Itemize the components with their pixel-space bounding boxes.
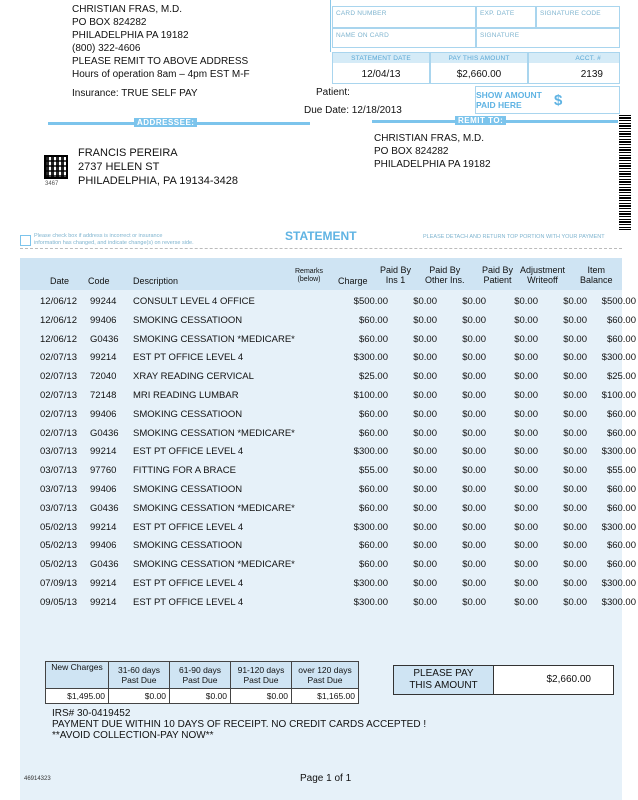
table-row [20, 349, 636, 368]
table-row [20, 387, 636, 406]
cell-patient: $0.00 [514, 465, 538, 477]
cell-ins1: $0.00 [413, 371, 437, 383]
cell-adj: $0.00 [563, 446, 587, 458]
aging-header-31-60-line2: Past Due [121, 675, 157, 685]
card-number-label: CARD NUMBER [336, 10, 387, 17]
cell-patient: $0.00 [514, 333, 538, 345]
col-charge: Charge [338, 276, 368, 286]
please-pay-amount: $2,660.00 [546, 674, 591, 685]
acct-label: ACCT. # [575, 55, 601, 62]
col-paid-patient [482, 265, 513, 285]
col-paid-patient-line2: Patient [483, 275, 512, 285]
cell-date: 05/02/13 [40, 559, 77, 571]
cell-balance: $300.00 [601, 578, 636, 589]
qr-code-icon [44, 155, 68, 179]
cell-ins1: $0.00 [413, 333, 437, 345]
remit-address1: PO BOX 824282 [374, 146, 449, 157]
please-pay-line2: THIS AMOUNT [409, 680, 478, 691]
cell-code: G0436 [90, 502, 119, 514]
cell-adj: $0.00 [563, 333, 587, 345]
col-date: Date [50, 276, 70, 286]
cell-other: $0.00 [462, 559, 486, 571]
cell-ins1: $0.00 [413, 427, 437, 439]
table-row [20, 368, 636, 387]
col-item-balance [580, 265, 613, 285]
dollar-sign: $ [554, 92, 563, 109]
card-number-field[interactable] [332, 6, 476, 28]
cell-other: $0.00 [462, 484, 486, 495]
cell-ins1: $0.00 [413, 521, 437, 533]
cell-patient: $0.00 [514, 596, 538, 608]
cell-date: 05/02/13 [40, 540, 77, 552]
cell-balance: $300.00 [601, 596, 636, 608]
remit-address2: PHILADELPHIA PA 19182 [374, 159, 491, 170]
cell-ins1: $0.00 [413, 465, 437, 477]
cell-adj: $0.00 [563, 502, 587, 514]
cell-balance: $60.00 [606, 427, 636, 439]
provider-address2: PHILADELPHIA PA 19182 [72, 30, 189, 41]
due-date: Due Date: 12/18/2013 [304, 105, 402, 116]
col-adjustment-line1: Adjustment [520, 265, 566, 275]
document-id: 46914323 [24, 776, 51, 782]
cell-code: G0436 [90, 559, 119, 571]
cell-desc: SMOKING CESSATION *MEDICARE* [133, 502, 295, 514]
cell-balance: $300.00 [601, 352, 636, 364]
cell-desc: SMOKING CESSATION *MEDICARE* [133, 427, 295, 439]
cell-code: 99214 [90, 446, 117, 458]
cell-code: G0436 [90, 427, 119, 439]
cell-ins1: $0.00 [413, 559, 437, 571]
col-item-balance-line2: Balance [580, 275, 613, 285]
cell-charge: $60.00 [358, 333, 388, 345]
cell-code: 99406 [90, 540, 117, 552]
cell-adj: $0.00 [563, 578, 587, 589]
cell-charge: $25.00 [358, 371, 388, 383]
col-adjustment-line2: Writeoff [527, 275, 558, 285]
exp-date-label: EXP. DATE [480, 10, 515, 17]
cell-desc: MRI READING LUMBAR [133, 390, 239, 401]
cell-ins1: $0.00 [413, 296, 437, 307]
cell-date: 09/05/13 [40, 596, 77, 608]
cell-desc: SMOKING CESSATIOON [133, 314, 243, 326]
col-remarks-line2: (below) [297, 276, 321, 283]
cell-patient: $0.00 [514, 408, 538, 420]
cell-balance: $60.00 [606, 502, 636, 514]
cell-code: 72040 [90, 371, 117, 383]
insurance-line: Insurance: TRUE SELF PAY [72, 88, 198, 99]
amount-paid-field[interactable] [475, 86, 620, 114]
cell-date: 02/07/13 [40, 408, 77, 420]
cell-desc: CONSULT LEVEL 4 OFFICE [133, 296, 255, 307]
cell-other: $0.00 [462, 521, 486, 533]
cell-charge: $60.00 [358, 540, 388, 552]
cell-charge: $55.00 [358, 465, 388, 477]
table-row [20, 575, 636, 594]
acct-value: 2139 [580, 69, 603, 80]
statement-table-header [20, 258, 622, 290]
addressee-name: FRANCIS PEREIRA [78, 147, 178, 159]
col-paid-ins1-line2: Ins 1 [385, 275, 406, 285]
aging-header-new-line1: New Charges [51, 662, 103, 672]
cell-other: $0.00 [462, 390, 486, 401]
cell-date: 02/07/13 [40, 427, 77, 439]
cell-date: 12/06/12 [40, 296, 77, 307]
cell-code: 99406 [90, 314, 117, 326]
provider-phone: (800) 322-4606 [72, 43, 141, 54]
cell-date: 02/07/13 [40, 390, 77, 401]
name-on-card-field[interactable] [332, 28, 476, 48]
cell-ins1: $0.00 [413, 596, 437, 608]
col-paid-other [425, 265, 465, 285]
avoid-collection-note: **AVOID COLLECTION-PAY NOW** [52, 730, 214, 741]
cell-other: $0.00 [462, 296, 486, 307]
show-amount-paid-line2: PAID HERE [476, 100, 522, 110]
cell-adj: $0.00 [563, 540, 587, 552]
cell-patient: $0.00 [514, 427, 538, 439]
cell-adj: $0.00 [563, 596, 587, 608]
col-description: Description [133, 276, 179, 286]
cell-patient: $0.00 [514, 502, 538, 514]
cell-adj: $0.00 [563, 390, 587, 401]
cell-charge: $60.00 [358, 408, 388, 420]
provider-name: CHRISTIAN FRAS, M.D. [72, 4, 183, 15]
cell-ins1: $0.00 [413, 314, 437, 326]
cell-adj: $0.00 [563, 484, 587, 495]
patient-label: Patient: [316, 87, 350, 98]
cell-balance: $25.00 [606, 371, 636, 383]
signature-field[interactable] [476, 28, 620, 48]
perforation-line [20, 248, 622, 249]
page-number: Page 1 of 1 [300, 773, 352, 784]
cell-balance: $60.00 [606, 484, 636, 495]
aging-table [45, 661, 359, 704]
cell-date: 03/07/13 [40, 484, 77, 495]
cell-ins1: $0.00 [413, 578, 437, 589]
pay-this-amount-label: PAY THIS AMOUNT [448, 55, 510, 62]
cell-adj: $0.00 [563, 408, 587, 420]
address-change-checkbox[interactable] [20, 235, 31, 246]
cell-charge: $300.00 [353, 596, 388, 608]
cell-desc: EST PT OFFICE LEVEL 4 [133, 446, 244, 458]
cell-adj: $0.00 [563, 314, 587, 326]
exp-date-field[interactable] [476, 6, 536, 28]
cell-desc: FITTING FOR A BRACE [133, 465, 236, 477]
cell-other: $0.00 [462, 314, 486, 326]
checkbox-note-line1: Please check box if address is incorrect or insurance [34, 233, 163, 239]
cell-patient: $0.00 [514, 521, 538, 533]
cell-patient: $0.00 [514, 296, 538, 307]
cell-other: $0.00 [462, 540, 486, 552]
cell-ins1: $0.00 [413, 502, 437, 514]
aging-header-61-90-line2: Past Due [182, 675, 218, 685]
cell-ins1: $0.00 [413, 446, 437, 458]
cell-code: 99214 [90, 596, 117, 608]
name-on-card-label: NAME ON CARD [336, 32, 389, 39]
aging-value-over-120: $1,165.00 [292, 689, 359, 704]
cell-date: 03/07/13 [40, 502, 77, 514]
cell-other: $0.00 [462, 352, 486, 364]
cell-other: $0.00 [462, 596, 486, 608]
cell-other: $0.00 [462, 446, 486, 458]
cell-code: 99406 [90, 484, 117, 495]
cell-patient: $0.00 [514, 540, 538, 552]
aging-value-91-120: $0.00 [231, 689, 292, 704]
col-item-balance-line1: Item [587, 265, 606, 275]
checkbox-note [34, 233, 194, 247]
aging-value-new: $1,495.00 [46, 689, 109, 704]
cell-date: 03/07/13 [40, 465, 77, 477]
table-row [20, 293, 636, 312]
cell-charge: $300.00 [353, 578, 388, 589]
irs-number: IRS# 30-0419452 [52, 708, 131, 719]
col-paid-ins1 [380, 265, 411, 285]
cell-adj: $0.00 [563, 371, 587, 383]
addressee-code: 3467 [45, 181, 59, 187]
cell-balance: $300.00 [601, 446, 636, 458]
cell-code: 99214 [90, 578, 117, 589]
col-paid-ins1-line1: Paid By [380, 265, 412, 275]
statement-date-cell [332, 52, 430, 84]
cell-code: 99406 [90, 408, 117, 420]
table-row [20, 425, 636, 444]
addressee-street: 2737 HELEN ST [78, 161, 160, 173]
please-pay-box [393, 665, 614, 695]
checkbox-note-line2: information has changed, and indicate change(s) on reverse side. [34, 240, 194, 246]
cell-adj: $0.00 [563, 465, 587, 477]
col-paid-other-line1: Paid By [429, 265, 461, 275]
col-code: Code [88, 276, 110, 286]
cell-balance: $100.00 [601, 390, 636, 401]
signature-label: SIGNATURE [480, 32, 520, 39]
please-pay-label [394, 666, 494, 694]
cell-ins1: $0.00 [413, 484, 437, 495]
cell-ins1: $0.00 [413, 390, 437, 401]
cell-patient: $0.00 [514, 314, 538, 326]
aging-header-over-120-line2: Past Due [307, 675, 343, 685]
table-row [20, 462, 636, 481]
table-row [20, 537, 636, 556]
aging-header-31-60 [109, 662, 170, 689]
cell-balance: $60.00 [606, 333, 636, 345]
statement-title: STATEMENT [285, 229, 357, 243]
please-pay-line1: PLEASE PAY [413, 668, 474, 679]
cell-ins1: $0.00 [413, 408, 437, 420]
remit-heading: REMIT TO: [455, 116, 506, 125]
cell-date: 12/06/12 [40, 314, 77, 326]
cell-adj: $0.00 [563, 296, 587, 307]
cell-code: 72148 [90, 390, 117, 401]
cell-desc: SMOKING CESSATION *MEDICARE* [133, 559, 295, 571]
cell-charge: $300.00 [353, 446, 388, 458]
cell-charge: $300.00 [353, 521, 388, 533]
col-remarks [295, 268, 323, 284]
payment-box [330, 0, 620, 118]
aging-header-61-90-line1: 61-90 days [178, 665, 222, 675]
cell-balance: $60.00 [606, 540, 636, 552]
cell-patient: $0.00 [514, 484, 538, 495]
account-number-cell [528, 52, 620, 84]
statement-date-label: STATEMENT DATE [351, 55, 411, 62]
cell-patient: $0.00 [514, 371, 538, 383]
cell-balance: $300.00 [601, 521, 636, 533]
pay-this-amount-cell [430, 52, 528, 84]
addressee-heading: ADDRESSEE: [134, 118, 197, 127]
cell-adj: $0.00 [563, 559, 587, 571]
cell-date: 02/07/13 [40, 352, 77, 364]
cell-other: $0.00 [462, 427, 486, 439]
cell-balance: $60.00 [606, 314, 636, 326]
aging-header-91-120-line1: 91-120 days [237, 665, 285, 675]
col-remarks-line1: Remarks [295, 268, 324, 275]
aging-header-over-120-line1: over 120 days [298, 665, 352, 675]
cell-charge: $300.00 [353, 352, 388, 364]
remit-note: PLEASE REMIT TO ABOVE ADDRESS [72, 56, 249, 67]
table-row [20, 556, 636, 575]
cell-desc: SMOKING CESSATIOON [133, 408, 243, 420]
cell-other: $0.00 [462, 333, 486, 345]
cell-charge: $60.00 [358, 427, 388, 439]
cell-adj: $0.00 [563, 521, 587, 533]
aging-header-91-120-line2: Past Due [243, 675, 279, 685]
table-row [20, 481, 636, 500]
show-amount-paid-line1: SHOW AMOUNT [476, 90, 542, 100]
cell-date: 02/07/13 [40, 371, 77, 383]
table-row [20, 406, 636, 425]
cell-desc: EST PT OFFICE LEVEL 4 [133, 352, 244, 364]
cell-other: $0.00 [462, 578, 486, 589]
cell-code: 99214 [90, 521, 117, 533]
table-row [20, 500, 636, 519]
cell-charge: $100.00 [353, 390, 388, 401]
aging-header-61-90 [170, 662, 231, 689]
cell-desc: EST PT OFFICE LEVEL 4 [133, 596, 244, 608]
cell-code: G0436 [90, 333, 119, 345]
cell-date: 03/07/13 [40, 446, 77, 458]
hours-of-operation: Hours of operation 8am – 4pm EST M-F [72, 69, 250, 80]
pay-this-amount-value: $2,660.00 [456, 69, 502, 80]
cell-balance: $60.00 [606, 559, 636, 571]
cell-adj: $0.00 [563, 427, 587, 439]
cell-date: 07/09/13 [40, 578, 77, 589]
cell-ins1: $0.00 [413, 540, 437, 552]
barcode-icon [619, 115, 631, 230]
cell-balance: $60.00 [606, 408, 636, 420]
provider-address1: PO BOX 824282 [72, 17, 147, 28]
aging-header-31-60-line1: 31-60 days [117, 665, 161, 675]
aging-header-new [46, 662, 109, 689]
statement-date-value: 12/04/13 [361, 69, 401, 80]
cell-charge: $60.00 [358, 314, 388, 326]
cell-desc: EST PT OFFICE LEVEL 4 [133, 578, 244, 589]
cell-desc: SMOKING CESSATIOON [133, 484, 243, 495]
remit-name: CHRISTIAN FRAS, M.D. [374, 133, 485, 144]
table-row [20, 312, 636, 331]
cell-balance: $500.00 [601, 296, 636, 307]
aging-value-61-90: $0.00 [170, 689, 231, 704]
aging-header-over-120 [292, 662, 359, 689]
cell-ins1: $0.00 [413, 352, 437, 364]
payment-due-note: PAYMENT DUE WITHIN 10 DAYS OF RECEIPT. NO CREDIT CARDS ACCEPTED ! [52, 719, 427, 730]
signature-code-field[interactable] [536, 6, 620, 28]
cell-other: $0.00 [462, 502, 486, 514]
cell-other: $0.00 [462, 465, 486, 477]
addressee-city: PHILADELPHIA, PA 19134-3428 [78, 175, 239, 187]
cell-balance: $55.00 [606, 465, 636, 477]
aging-value-31-60: $0.00 [109, 689, 170, 704]
cell-charge: $500.00 [353, 296, 388, 307]
cell-desc: EST PT OFFICE LEVEL 4 [133, 521, 244, 533]
table-row [20, 331, 636, 350]
aging-header-91-120 [231, 662, 292, 689]
table-row [20, 443, 636, 462]
detach-note: PLEASE DETACH AND RETURN TOP PORTION WITH YOUR PAYMENT [423, 234, 605, 240]
table-row [20, 519, 636, 538]
cell-patient: $0.00 [514, 559, 538, 571]
cell-code: 99244 [90, 296, 117, 307]
cell-other: $0.00 [462, 371, 486, 383]
cell-desc: SMOKING CESSATION *MEDICARE* [133, 333, 295, 345]
cell-other: $0.00 [462, 408, 486, 420]
cell-code: 99214 [90, 352, 117, 364]
cell-desc: SMOKING CESSATIOON [133, 540, 243, 552]
cell-patient: $0.00 [514, 390, 538, 401]
cell-charge: $60.00 [358, 484, 388, 495]
cell-patient: $0.00 [514, 446, 538, 458]
cell-desc: XRAY READING CERVICAL [133, 371, 254, 383]
cell-date: 12/06/12 [40, 333, 77, 345]
table-row [20, 594, 636, 613]
cell-adj: $0.00 [563, 352, 587, 364]
cell-patient: $0.00 [514, 352, 538, 364]
col-paid-patient-line1: Paid By [482, 265, 514, 275]
cell-patient: $0.00 [514, 578, 538, 589]
col-adjustment [520, 265, 565, 285]
col-paid-other-line2: Other Ins. [425, 275, 465, 285]
signature-code-label: SIGNATURE CODE [540, 10, 601, 17]
cell-charge: $60.00 [358, 502, 388, 514]
cell-charge: $60.00 [358, 559, 388, 571]
cell-date: 05/02/13 [40, 521, 77, 533]
cell-code: 97760 [90, 465, 117, 477]
